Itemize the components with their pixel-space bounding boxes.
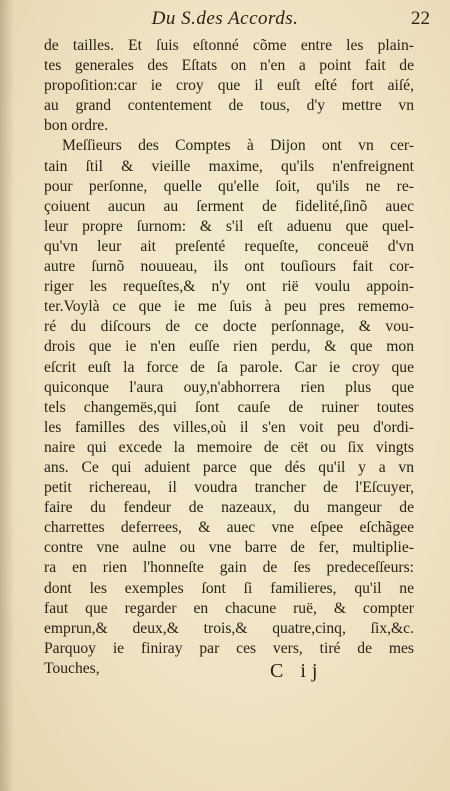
running-title: Du S.des Accords. xyxy=(151,8,299,29)
page-number: 22 xyxy=(411,8,430,29)
text-line: autre ſurnõ nouueau, ils ont touſiours fait cor- xyxy=(44,258,414,276)
text-line: ra en rien l'honneſte gain de ſes predeceſſeurs: xyxy=(44,559,414,577)
text-line: Touches, xyxy=(44,659,100,677)
text-line: tes generales des Eſtats on n'en a point fait de xyxy=(44,57,414,75)
text-line: charrettes deferrees, & auec vne eſpee eſchãgee xyxy=(44,519,414,537)
text-line: faire du fendeur de nazeaux, du mangeur de xyxy=(44,499,414,517)
text-line: faut que regarder en chacune ruë, & compter xyxy=(44,599,414,617)
text-line: eſcrit euſt la force de ſa parole. Car ie croy que xyxy=(44,358,414,376)
text-line: Parquoy ie finiray par ces vers, tiré de mes xyxy=(44,639,414,657)
text-line: ter.Voylà ce que ie me ſuis à peu pres rememo- xyxy=(44,298,414,316)
text-line: contre vne aulne ou vne barre de fer, multiplie- xyxy=(44,539,414,557)
text-line: de tailles. Et ſuis eſtonné cõme entre les plain- xyxy=(44,37,414,54)
text-line: au grand contentement de tous, d'y mettre vn xyxy=(44,97,414,115)
text-line: les familles des villes,où il s'en voit peu d'ordi- xyxy=(44,418,414,436)
text-line: bon ordre. xyxy=(44,117,109,135)
text-line: naire qui excede la memoire de cët ou ſix vingts xyxy=(44,438,414,456)
text-line: çoiuent aucun au ſerment de fidelité,ſinõ auec xyxy=(44,197,414,215)
text-line: riger les requeſtes,& n'y ont rië voulu appoin- xyxy=(44,278,414,296)
gutter-shadow xyxy=(0,0,14,791)
signature-mark: C ij xyxy=(270,660,324,682)
text-line: tels changemës,qui ſont cauſe de ruiner toutes xyxy=(44,398,414,416)
text-line: ans. Ce qui aduient parce que dés qu'il y a vn xyxy=(44,458,414,476)
text-line: qu'vn leur ait preſenté requeſte, conceuë d'vn xyxy=(44,237,414,255)
text-line: propoſition:car ie croy que il euſt eſté fort aiſé, xyxy=(44,77,414,95)
text-line: drois que ie n'en euſſe rien perdu, & que mon xyxy=(44,338,414,356)
text-line: petit richereau, il voudra trancher de l'Eſcuyer, xyxy=(44,479,414,497)
text-line: ré du diſcours de ce docte perſonnage, & vou- xyxy=(44,318,414,336)
text-line: quiconque l'aura ouy,n'abhorrera rien plus que xyxy=(44,378,414,396)
text-line: dont les exemples ſont ſi familieres, qu'il ne xyxy=(44,579,414,597)
body-text xyxy=(44,36,414,679)
text-line: pour perſonne, quelle qu'elle ſoit, qu'ils ne re- xyxy=(44,177,414,195)
text-line: Meſſieurs des Comptes à Dijon ont vn cer- xyxy=(62,137,414,155)
text-line: tain ſtil & vieille maxime, qu'ils n'enfreignent xyxy=(44,157,414,175)
text-line: leur propre ſurnom: & s'il eſt aduenu que quel- xyxy=(44,217,414,235)
text-line: emprun,& deux,& trois,& quatre,cinq, ſix,&c. xyxy=(44,619,414,637)
